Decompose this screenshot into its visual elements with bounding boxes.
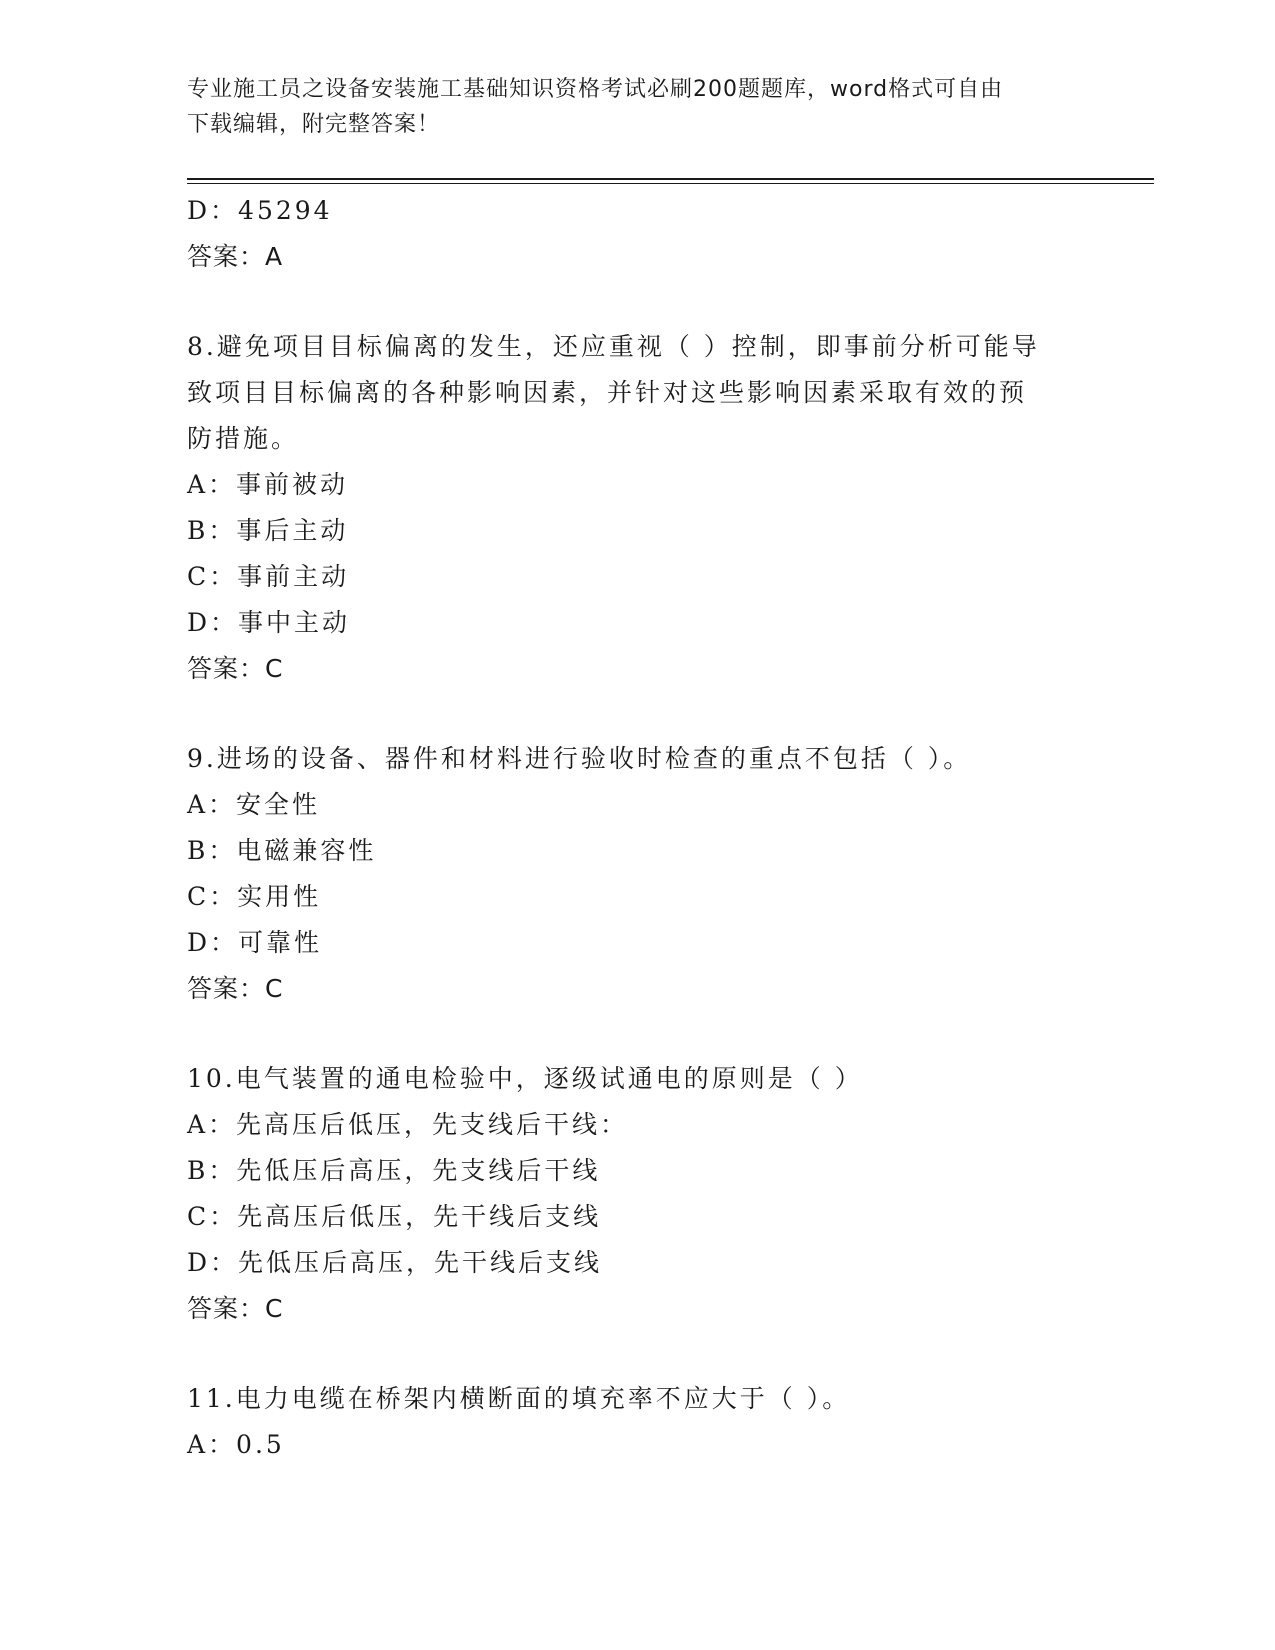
document-body — [187, 188, 1087, 1468]
answer: 答案：C — [187, 654, 284, 683]
option-b: B：事后主动 — [187, 516, 349, 545]
answer: 答案：C — [187, 1294, 284, 1323]
spacer — [187, 1012, 1087, 1056]
spacer — [187, 692, 1087, 736]
answer: 答案：A — [187, 242, 284, 271]
option-a: A：安全性 — [187, 790, 321, 819]
option-b: B：电磁兼容性 — [187, 836, 377, 865]
document-header — [187, 72, 1087, 142]
option-d: D：可靠性 — [187, 928, 323, 957]
spacer — [187, 280, 1087, 324]
question-9 — [187, 736, 1087, 1012]
question-stem-line: 8.避免项目目标偏离的发生，还应重视（ ）控制，即事前分析可能导 — [187, 332, 1040, 361]
question-8 — [187, 324, 1087, 692]
option-b: B：先低压后高压，先支线后干线 — [187, 1156, 601, 1185]
option-d: D：先低压后高压，先干线后支线 — [187, 1248, 603, 1277]
question-11 — [187, 1376, 1087, 1468]
option-c: C：实用性 — [187, 882, 322, 911]
header-divider-thin — [187, 183, 1154, 184]
header-divider-thick — [187, 178, 1154, 180]
question-10 — [187, 1056, 1087, 1332]
answer: 答案：C — [187, 974, 284, 1003]
option-d: D：事中主动 — [187, 608, 351, 637]
option-c: C：事前主动 — [187, 562, 350, 591]
spacer — [187, 1332, 1087, 1376]
option-c: C：先高压后低压，先干线后支线 — [187, 1202, 602, 1231]
question-stem-line: 防措施。 — [187, 424, 300, 453]
header-line-2: 下载编辑，附完整答案！ — [187, 112, 441, 137]
header-line-1: 专业施工员之设备安装施工基础知识资格考试必刷200题题库，word格式可自由 — [187, 77, 1004, 102]
option-a: A：0.5 — [187, 1430, 285, 1459]
option-d: D：45294 — [187, 196, 333, 225]
question-stem-line: 9.进场的设备、器件和材料进行验收时检查的重点不包括（ ）。 — [187, 744, 972, 773]
option-a: A：事前被动 — [187, 470, 349, 499]
question-stem-line: 11.电力电缆在桥架内横断面的填充率不应大于（ ）。 — [187, 1384, 851, 1413]
question-stem-line: 致项目目标偏离的各种影响因素，并针对这些影响因素采取有效的预 — [187, 378, 1028, 407]
question-stem-line: 10.电气装置的通电检验中，逐级试通电的原则是（ ） — [187, 1064, 863, 1093]
option-a: A：先高压后低压，先支线后干线： — [187, 1110, 629, 1139]
